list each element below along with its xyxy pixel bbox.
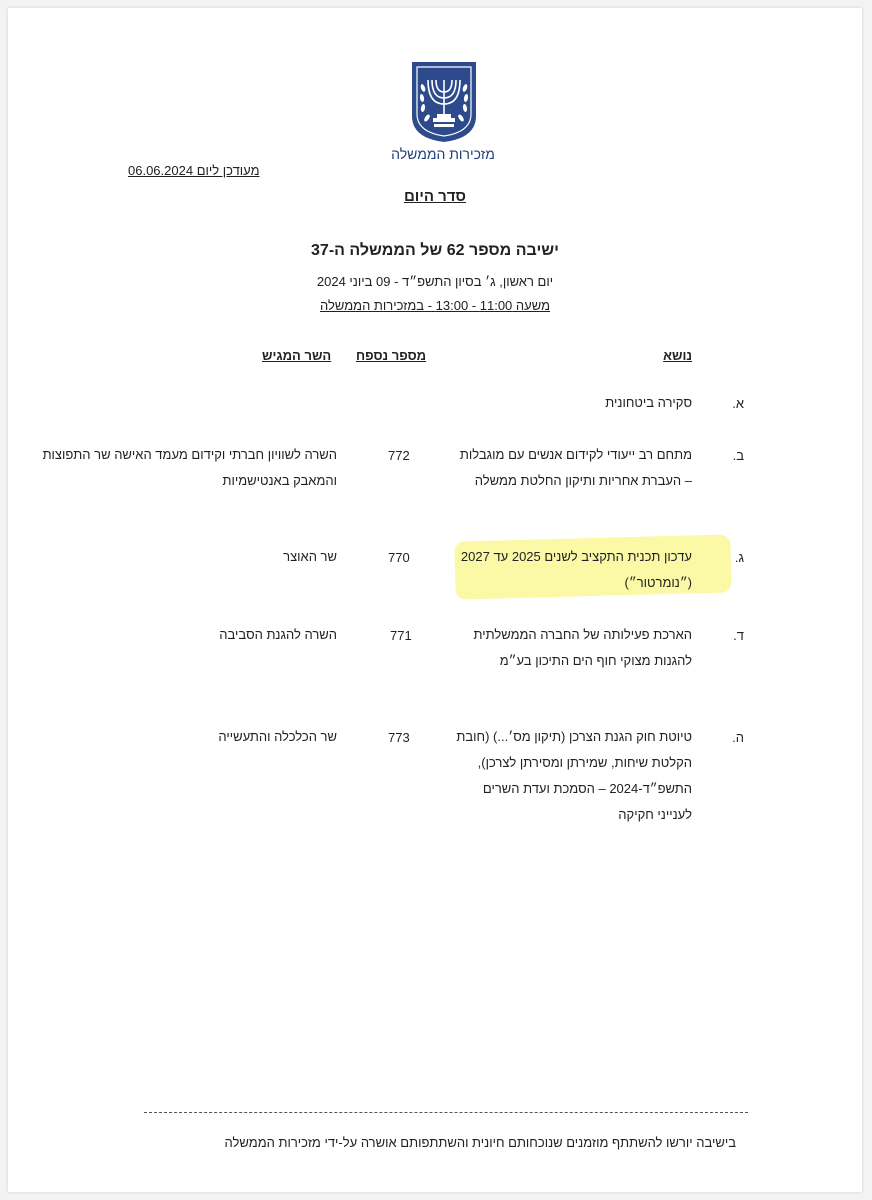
- item-letter: א.: [732, 396, 744, 411]
- meeting-time: משעה 11:00 - 13:00 - במזכירות הממשלה: [319, 298, 551, 313]
- item-minister: השרה להגנת הסביבה: [219, 627, 337, 642]
- item-number: 770: [388, 550, 410, 565]
- doc-title: סדר היום: [403, 188, 466, 205]
- item-letter: ב.: [732, 448, 744, 463]
- column-header-number: מספר נספח: [356, 348, 427, 363]
- updated-date: מעודכן ליום 06.06.2024: [128, 163, 260, 178]
- item-number: 771: [390, 628, 412, 643]
- item-topic: עדכון תכנית התקציב לשנים 2025 עד 2027 (״נומרטור״): [460, 549, 692, 590]
- item-minister: השרה לשוויון חברתי וקידום מעמד האישה שר התפוצות והמאבק באנטישמיות: [42, 447, 337, 488]
- item-topic: סקירה ביטחונית: [605, 395, 692, 410]
- item-number: 772: [388, 448, 410, 463]
- footer-note: בישיבה יורשו להשתתף מוזמנים שנוכחותם חיונית והשתתפותם אושרה על-ידי מזכירות הממשלה: [224, 1135, 736, 1150]
- item-minister: שר האוצר: [283, 549, 337, 564]
- column-header-topic: נושא: [663, 348, 692, 363]
- document-page: [8, 8, 862, 1192]
- item-minister: שר הכלכלה והתעשייה: [218, 729, 337, 744]
- item-number: 773: [388, 730, 410, 745]
- item-topic: מתחם רב ייעודי לקידום אנשים עם מוגבלות – העברת אחריות ותיקון החלטת ממשלה: [459, 447, 692, 488]
- item-topic: הארכת פעילותה של החברה הממשלתית להגנות מצוקי חוף הים התיכון בע״מ: [473, 627, 692, 668]
- item-letter: ד.: [733, 628, 744, 643]
- state-emblem-icon: [408, 58, 480, 144]
- office-name: מזכירות הממשלה: [391, 146, 495, 162]
- item-topic: טיוטת חוק הגנת הצרכן (תיקון מס׳...) (חובת הקלטת שיחות, שמירתן ומסירתן לצרכן), התשפ״ד-2024 – הסמכת ועדת השרים לענייני חקיקה: [456, 729, 692, 822]
- footer-divider: [144, 1112, 748, 1113]
- item-letter: ג.: [734, 550, 744, 565]
- meeting-title: ישיבה מספר 62 של הממשלה ה-37: [311, 242, 559, 259]
- meeting-date: יום ראשון, ג׳ בסיון התשפ״ד - 09 ביוני 2024: [316, 274, 554, 289]
- column-header-minister: השר המגיש: [262, 348, 332, 363]
- item-letter: ה.: [732, 730, 744, 745]
